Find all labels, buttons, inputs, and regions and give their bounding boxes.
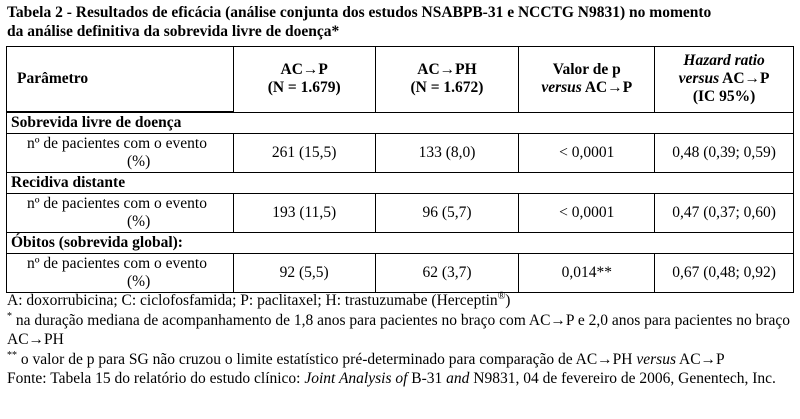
row-label: nº de pacientes com o evento (%): [7, 194, 234, 233]
section-row-deaths: [7, 233, 794, 254]
source-note: Fonte: Tabela 15 do relatório do estudo clínico: Joint Analysis of B-31 and N9831, 04 de fevereiro de 2006, Genentech, Inc.: [7, 370, 776, 387]
header-hazard-ratio: Hazard ratio versus AC→P (IC 95%): [655, 47, 794, 113]
double-star-note: ** o valor de p para SG não cruzou o limite estatístico pré-determinado para comparação de AC→PH versus AC→P: [7, 349, 725, 368]
abbreviations-note: A: doxorrubicina; C: ciclofosfamida; P: paclitaxel; H: trastuzumabe (Herceptin®): [7, 290, 511, 309]
cell-acp: 92 (5,5): [233, 254, 375, 293]
cell-p: < 0,0001: [519, 194, 655, 233]
caption-line-2: da análise definitiva da sobrevida livre de doença*: [7, 23, 340, 40]
cell-hr: 0,67 (0,48; 0,92): [655, 254, 794, 293]
caption-line-1: Tabela 2 - Resultados de eficácia (análise conjunta dos estudos NSABPB-31 e NCCTG N9831) no momento: [7, 4, 712, 21]
cell-hr: 0,47 (0,37; 0,60): [655, 194, 794, 233]
header-row: [7, 47, 794, 113]
table-row: [7, 194, 794, 233]
cell-acph: 133 (8,0): [375, 134, 519, 173]
section-row-distant: [7, 173, 794, 194]
section-title: Óbitos (sobrevida global):: [7, 233, 794, 254]
footnotes: [7, 291, 797, 389]
section-title: Recidiva distante: [7, 173, 794, 194]
table-row: [7, 134, 794, 173]
header-acp: AC→P (N = 1.679): [233, 47, 375, 113]
header-parametro: Parâmetro: [7, 47, 234, 113]
cell-p: < 0,0001: [519, 134, 655, 173]
row-label: nº de pacientes com o evento (%): [7, 254, 234, 293]
cell-acp: 193 (11,5): [233, 194, 375, 233]
single-star-note: * na duração mediana de acompanhamento de 1,8 anos para pacientes no braço com AC→P e 2,0 anos para pacientes no braço AC→PH: [7, 310, 791, 348]
section-title: Sobrevida livre de doença: [7, 112, 794, 134]
cell-acp: 261 (15,5): [233, 134, 375, 173]
cell-acph: 62 (3,7): [375, 254, 519, 293]
section-row-dfs: [7, 112, 794, 134]
efficacy-table: [6, 46, 794, 293]
table-row: [7, 254, 794, 293]
row-label: nº de pacientes com o evento (%): [7, 134, 234, 173]
cell-p: 0,014**: [519, 254, 655, 293]
cell-acph: 96 (5,7): [375, 194, 519, 233]
table-caption: [7, 3, 797, 41]
header-p-value: Valor de p versus AC→P: [519, 47, 655, 113]
cell-hr: 0,48 (0,39; 0,59): [655, 134, 794, 173]
header-acph: AC→PH (N = 1.672): [375, 47, 519, 113]
